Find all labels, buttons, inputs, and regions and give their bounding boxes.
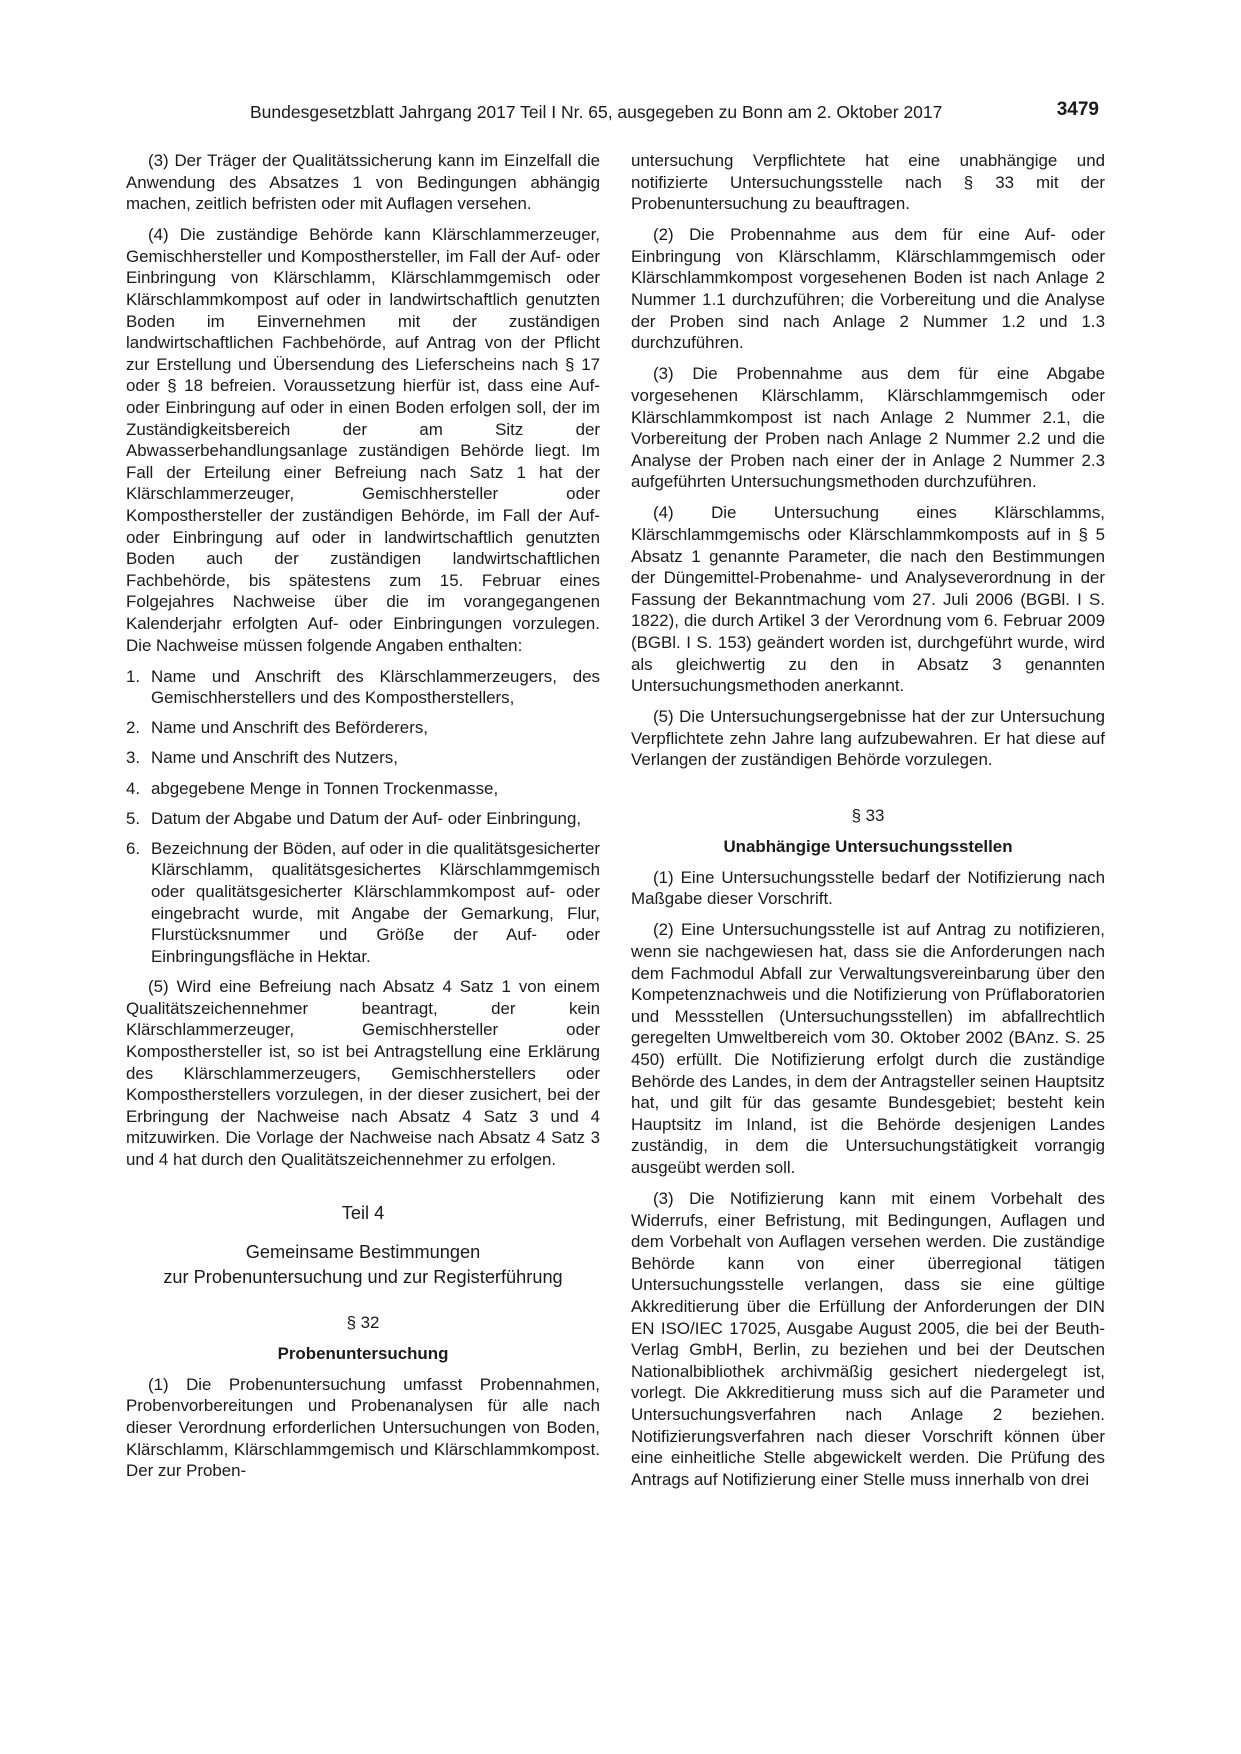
- running-header: Bundesgesetzblatt Jahrgang 2017 Teil I Nr. 65, ausgegeben zu Bonn am 2. Oktober 2017: [250, 102, 943, 122]
- paragraph-5: (5) Die Untersuchungsergebnisse hat der zur Untersuchung Verpflichtete zehn Jahre lang aufzubewahren. Er hat diese auf Verlangen der zuständigen Behörde vorzulegen.: [631, 707, 1105, 770]
- list-item-number: 6.: [126, 838, 141, 858]
- list-item-text: Bezeichnung der Böden, auf oder in die qualitätsgesicherter Klärschlamm, qualitätsgesichertes Klärschlammgemisch oder qualitätsgesicherter Klärschlammkompost auf- oder eingebracht wurde, mit Angabe der Gemarkung, Flur, Flurstücksnummer und Größe der Auf- oder Einbringungsfläche in Hektar.: [151, 838, 600, 966]
- paragraph-3: (3) Die Probennahme aus dem für eine Abgabe vorgesehenen Klärschlamm, Klärschlammgemisch oder Klärschlammkompost ist nach Anlage 2 Nummer 2.1, die Vorbereitung der Proben nach Anlage 2 Nummer 2.2 und die Analyse der Proben nach einer der in Anlage 2 Nummer 2.3 aufgeführten Untersuchungsmethoden durchzuführen.: [631, 364, 1105, 492]
- list-item-number: 3.: [126, 748, 141, 768]
- list-item-text: abgegebene Menge in Tonnen Trockenmasse,: [151, 778, 499, 798]
- right-column: [631, 150, 1105, 1500]
- paragraph-5: (5) Wird eine Befreiung nach Absatz 4 Satz 1 von einem Qualitätszeichennehmer beantragt, der kein Klärschlammerzeuger, Gemischhersteller oder Komposthersteller ist, so ist bei Antragstellung eine Erklärung des Klärschlammerzeugers, Gemischherstellers oder Kompostherstellers vorzulegen, in der dieser zusichert, bei der Erbringung der Nachweise nach Absatz 4 Satz 3 und 4 mitzuwirken. Die Vorlage der Nachweise nach Absatz 4 Satz 3 und 4 hat durch den Qualitätszeichennehmer zu erfolgen.: [126, 977, 600, 1170]
- part-subtitle-line-2: zur Probenuntersuchung und zur Registerführung: [163, 1266, 563, 1287]
- section-number: § 32: [346, 1312, 380, 1332]
- paragraph-4: (4) Die Untersuchung eines Klärschlamms, Klärschlammgemischs oder Klärschlammkomposts auf in § 5 Absatz 1 genannte Parameter, die nach den Bestimmungen der Düngemittel-Probenahme- und Analyseverordnung in der Fassung der Bekanntmachung vom 27. Juli 2006 (BGBl. I S. 1822), die durch Artikel 3 der Verordnung vom 6. Februar 2009 (BGBl. I S. 153) geändert worden ist, durchgeführt wurde, wird als gleichwertig zu den in Absatz 3 genannten Untersuchungsmethoden anerkannt.: [631, 503, 1105, 696]
- paragraph-3: (3) Der Träger der Qualitätssicherung kann im Einzelfall die Anwendung des Absatzes 1 von Bedingungen abhängig machen, zeitlich befristen oder mit Auflagen versehen.: [126, 151, 600, 214]
- list-item: [126, 747, 600, 769]
- section-title: Unabhängige Untersuchungsstellen: [723, 837, 1013, 857]
- list-item: [126, 717, 600, 739]
- list-item-number: 5.: [126, 808, 141, 828]
- requirements-list: [126, 666, 600, 968]
- paragraph-4: (4) Die zuständige Behörde kann Klärschlammerzeuger, Gemischhersteller und Komposthersteller, im Fall der Auf- oder Einbringung von Klärschlamm, Klärschlammgemisch oder Klärschlammkompost auf oder in landwirtschaftlich genutzten Boden im Einvernehmen mit der zuständigen landwirtschaftlichen Fachbehörde, auf Antrag von der Pflicht zur Erstellung und Übersendung des Lieferscheins nach § 17 oder § 18 befreien. Voraussetzung hierfür ist, dass eine Auf- oder Einbringung auf oder in einen Boden erfolgen soll, der im Zuständigkeitsbereich der am Sitz der Abwasserbehandlungsanlage zuständigen Behörde liegt. Im Fall der Erteilung einer Befreiung nach Satz 1 hat der Klärschlammerzeuger, Gemischhersteller oder Komposthersteller der zuständigen Behörde, im Fall der Auf- oder Einbringung auf oder in landwirtschaftlich genutzten Boden auch der zuständigen landwirtschaftlichen Fachbehörde, bis spätestens zum 15. Februar eines Folgejahres Nachweise über die im vorangegangenen Kalenderjahr erfolgten Auf- oder Einbringungen vorzulegen. Die Nachweise müssen folgende Angaben enthalten:: [126, 225, 600, 655]
- part-subtitle-line-1: Gemeinsame Bestimmungen: [245, 1241, 481, 1262]
- part-title: Teil 4: [341, 1202, 385, 1223]
- list-item-text: Name und Anschrift des Klärschlammerzeugers, des Gemischherstellers und des Kompostherstellers,: [151, 666, 600, 708]
- section-title: Probenuntersuchung: [277, 1344, 449, 1364]
- section-33-paragraph-1: (1) Eine Untersuchungsstelle bedarf der Notifizierung nach Maßgabe dieser Vorschrift.: [631, 867, 1105, 909]
- left-column: [126, 150, 600, 1491]
- list-item: [126, 838, 600, 968]
- section-33-paragraph-3: (3) Die Notifizierung kann mit einem Vorbehalt des Widerrufs, einer Befristung, mit Bedingungen, Auflagen und dem Vorbehalt von Auflagen versehen werden. Die zuständige Behörde kann von einer überregional tätigen Untersuchungsstelle verlangen, dass sie eine gültige Akkreditierung über die Erfüllung der Anforderungen der DIN EN ISO/IEC 17025, Ausgabe August 2005, die bei der Beuth-Verlag GmbH, Berlin, zu beziehen und bei der Deutschen Nationalbibliothek archivmäßig gesichert niedergelegt ist, vorlegt. Die Akkreditierung muss sich auf die Parameter und Untersuchungsverfahren nach Anlage 2 beziehen. Notifizierungsverfahren nach dieser Vorschrift können über eine einheitliche Stelle abgewickelt werden. Die Prüfung des Antrags auf Notifizierung einer Stelle muss innerhalb von drei: [631, 1189, 1105, 1489]
- paragraph-2: (2) Die Probennahme aus dem für eine Auf- oder Einbringung von Klärschlamm, Klärschlammgemisch oder Klärschlammkompost vorgesehenen Boden ist nach Anlage 2 Nummer 1.1 durchzuführen; die Vorbereitung und die Analyse der Proben sind nach Anlage 2 Nummer 1.2 und 1.3 durchzuführen.: [631, 225, 1105, 353]
- section-spacer: [631, 781, 1105, 805]
- list-item-text: Name und Anschrift des Nutzers,: [151, 748, 398, 768]
- section-32-paragraph-1: (1) Die Probenuntersuchung umfasst Probennahmen, Probenvorbereitungen und Probenanalysen für alle nach dieser Verordnung erforderlichen Untersuchungen von Boden, Klärschlamm, Klärschlammgemisch und Klärschlammkompost. Der zur Proben-: [126, 1374, 600, 1481]
- list-item: [126, 666, 600, 709]
- continued-paragraph: untersuchung Verpflichtete hat eine unabhängige und notifizierte Untersuchungsstelle nach § 33 mit der Probenuntersuchung zu beauftragen.: [631, 151, 1105, 214]
- page-header: [0, 100, 1241, 124]
- list-item: [126, 808, 600, 830]
- list-item-number: 2.: [126, 718, 141, 738]
- page-number: 3479: [1056, 99, 1099, 120]
- list-item-number: 4.: [126, 778, 141, 798]
- section-33-paragraph-2: (2) Eine Untersuchungsstelle ist auf Antrag zu notifizieren, wenn sie nachgewiesen hat, dass sie die Anforderungen nach dem Fachmodul Abfall zur Verwaltungsvereinbarung über den Kompetenznachweis und die Notifizierung von Prüflaboratorien und Messstellen (Untersuchungsstellen) im abfallrechtlich geregelten Umweltbereich vom 30. Oktober 2002 (BAnz. S. 25 450) erfüllt. Die Notifizierung erfolgt durch die zuständige Behörde des Landes, in dem der Antragsteller seinen Hauptsitz hat, und gilt für das gesamte Bundesgebiet; besteht kein Hauptsitz im Inland, ist die Behörde desjenigen Landes zuständig, in dem die Untersuchungstätigkeit vorrangig ausgeübt werden soll.: [631, 920, 1105, 1177]
- list-item-text: Name und Anschrift des Beförderers,: [151, 718, 428, 738]
- list-item-number: 1.: [126, 666, 141, 686]
- list-item-text: Datum der Abgabe und Datum der Auf- oder Einbringung,: [151, 808, 582, 828]
- section-number: § 33: [851, 805, 885, 825]
- part-subtitle: [126, 1240, 600, 1290]
- list-item: [126, 778, 600, 800]
